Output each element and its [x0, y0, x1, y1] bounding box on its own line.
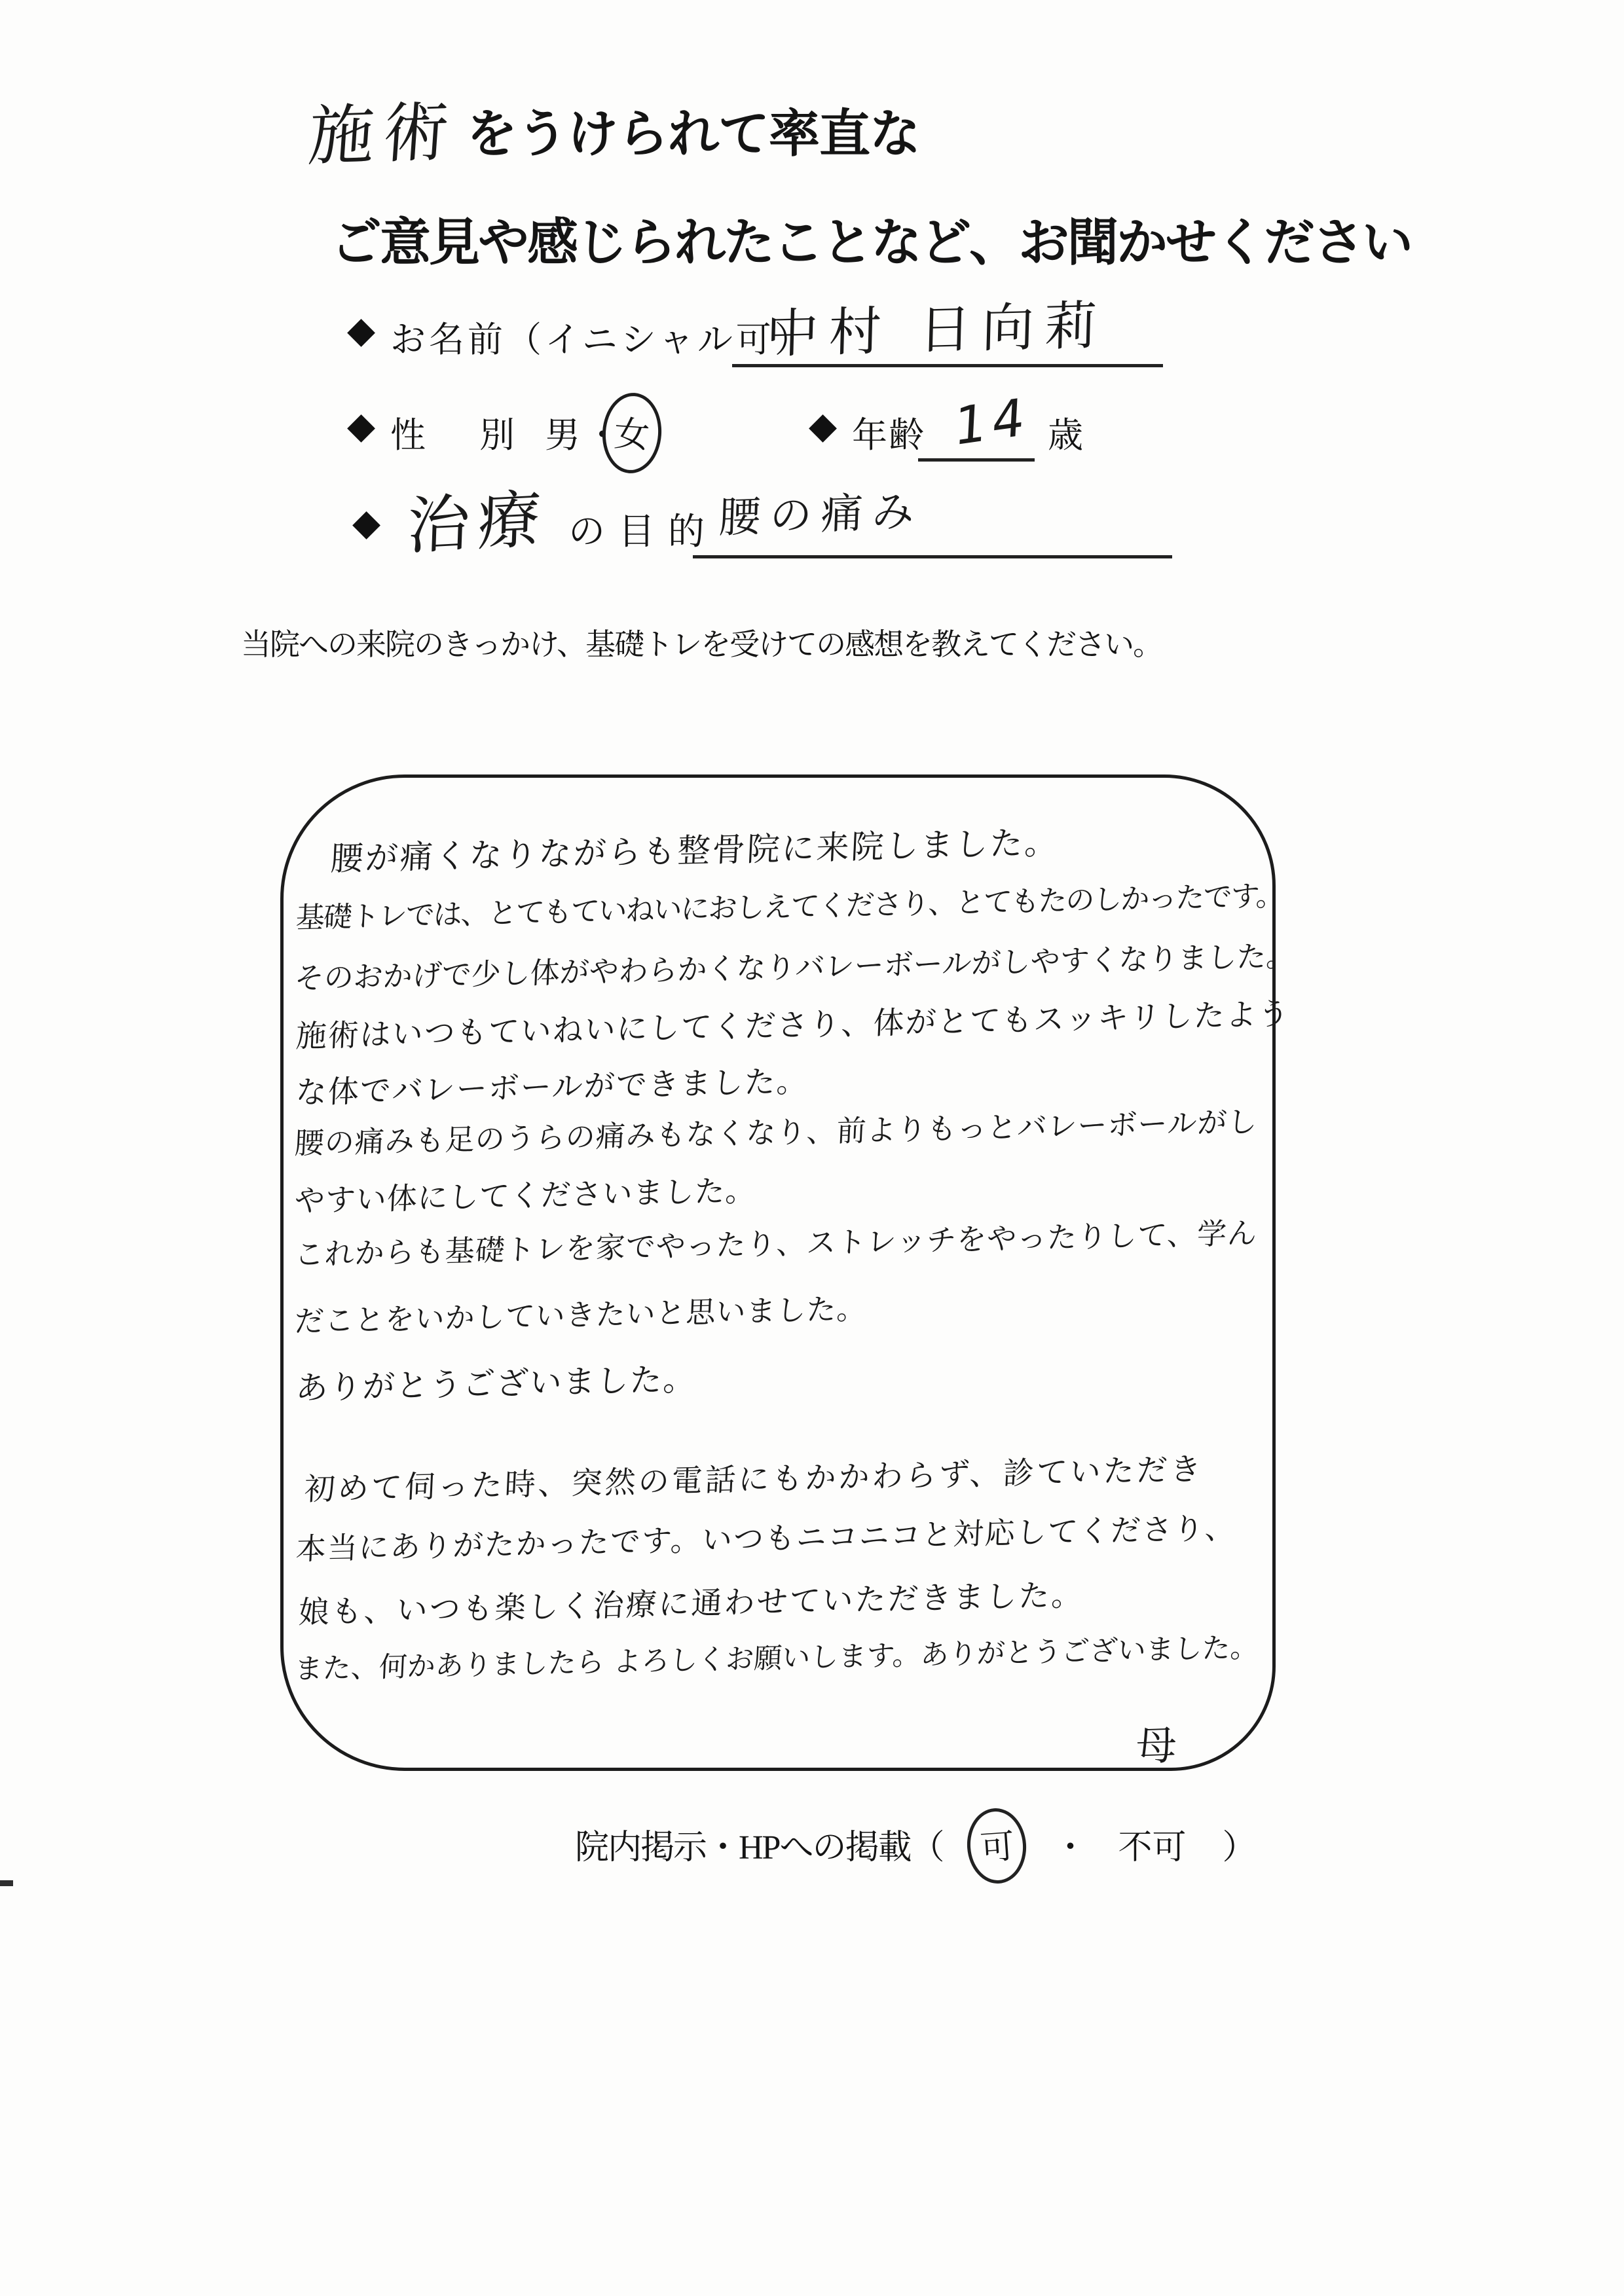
feedback-line: 腰の痛みも足のうらの痛みもなくなり、前よりもっとバレーボールがし — [293, 1104, 1259, 1161]
form-title-line1: をうけられて率直な — [466, 105, 921, 162]
permission-deny: 不可 — [1118, 1829, 1187, 1867]
age-unit-label: 歳 — [1048, 416, 1083, 455]
feedback-line: だことをいかしていきたいと思いました。 — [293, 1291, 868, 1339]
feedback-line: 腰が痛くなりながらも整骨院に来院しました。 — [329, 823, 1060, 879]
name-field-label: お名前（イニシャル可） — [390, 320, 813, 359]
feedback-line: 初めて伺った時、突然の電話にもかかわらず、診ていただき — [303, 1451, 1205, 1508]
instruction-text: 当院への来院のきっかけ、基礎トレを受けての感想を教えてください。 — [241, 628, 1162, 661]
permission-approve: 可 — [979, 1828, 1015, 1868]
purpose-label-printed: の目的 — [568, 512, 718, 553]
signature-mother: 母 — [1135, 1721, 1178, 1770]
gender-field-label: 性 別 — [390, 416, 524, 455]
feedback-line: 基礎トレでは、とてもていねいにおしえてくださり、とてもたのしかったです。 — [295, 879, 1285, 936]
feedback-line: これからも基礎トレを家でやったり、ストレッチをやったりして、学ん — [293, 1215, 1259, 1273]
title-handwritten-word: 施術 — [306, 92, 461, 175]
feedback-line: 施術はいつもていねいにしてくださり、体がとてもスッキリしたよう — [295, 996, 1291, 1055]
gender-option-male: 男 — [545, 416, 580, 455]
purpose-field-underline — [693, 555, 1172, 558]
feedback-line: ありがとうございました。 — [295, 1360, 698, 1408]
age-field-underline — [918, 458, 1035, 462]
feedback-line: な体でバレーボールができました。 — [295, 1063, 809, 1112]
permission-approve-circle — [965, 1806, 1029, 1886]
age-field-value: 14 — [950, 388, 1034, 457]
name-field-underline — [732, 364, 1163, 367]
interpunct: ・ — [1053, 1829, 1086, 1867]
name-field-value: 中村 日向莉 — [765, 295, 1109, 365]
gender-selected-circle — [600, 391, 664, 475]
diamond-icon: ◆ — [809, 406, 838, 446]
purpose-field-value: 腰の痛み — [718, 487, 924, 543]
feedback-line: 娘も、いつも楽しく治療に通わせていただきました。 — [297, 1576, 1085, 1631]
diamond-icon: ◆ — [347, 310, 376, 351]
gender-option-female: 女 — [612, 414, 651, 456]
permission-suffix: ） — [1222, 1829, 1255, 1867]
purpose-label-handwritten: 治療 — [405, 482, 550, 564]
diamond-icon: ◆ — [347, 406, 376, 446]
scan-artifact — [0, 1880, 13, 1886]
feedback-line: また、何かありましたら よろしくお願いします。ありがとうございました。 — [293, 1631, 1259, 1686]
form-title-line2: ご意見や感じられたことなど、お聞かせください — [331, 214, 1412, 271]
permission-prefix: 院内掲示・HPへの掲載（ — [575, 1829, 944, 1867]
feedback-line: 本当にありがたかったです。いつもニコニコと対応してくださり、 — [295, 1510, 1238, 1567]
diamond-icon: ◆ — [352, 503, 381, 543]
publish-permission-line — [575, 1808, 1255, 1884]
interpunct: ・ — [585, 416, 620, 455]
age-field-label: 年齢 — [852, 416, 925, 455]
feedback-line: やすい体にしてくださいました。 — [293, 1172, 757, 1219]
feedback-line: そのおかげで少し体がやわらかくなりバレーボールがしやすくなりました。 — [293, 938, 1297, 996]
